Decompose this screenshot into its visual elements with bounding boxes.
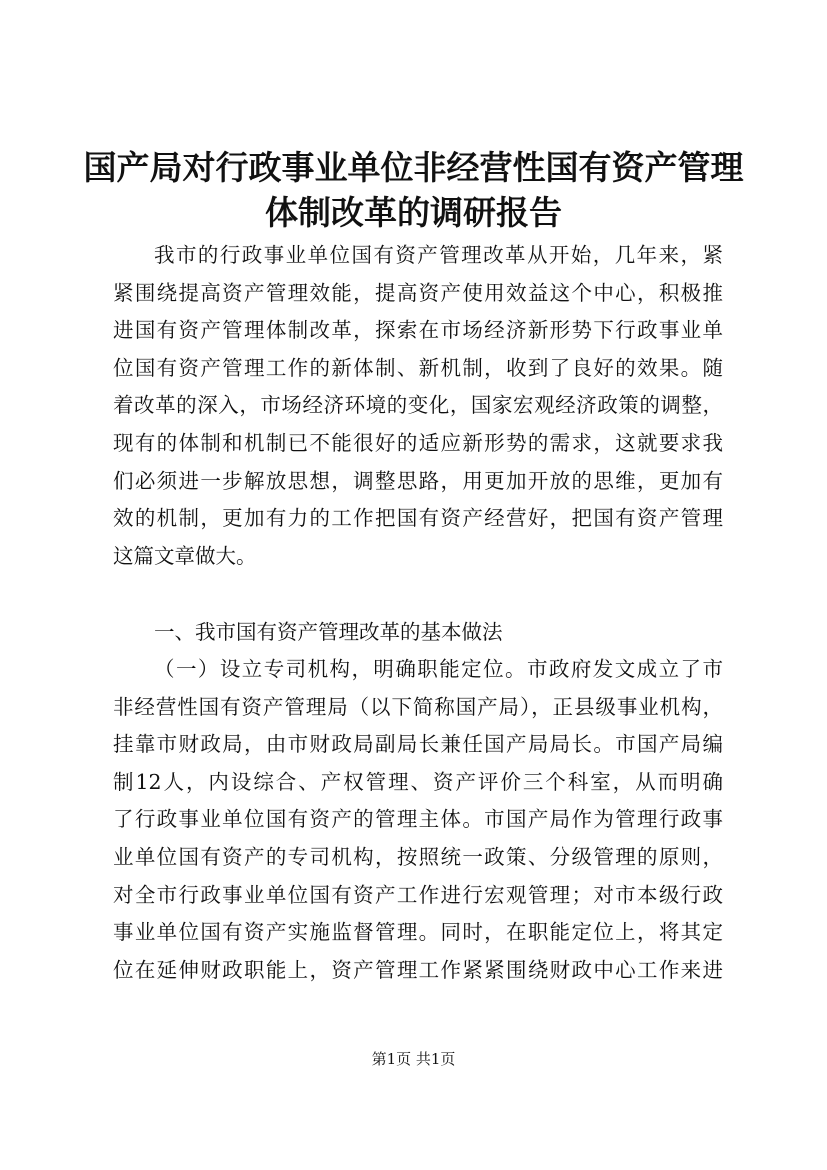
- intro-line: 我市的行政事业单位国有资产管理改革从开始，几年来，紧: [154, 243, 723, 267]
- section-heading: 一、我市国有资产管理改革的基本做法: [154, 620, 503, 644]
- intro-paragraph: [113, 237, 723, 575]
- intro-line: 这篇文章做大。: [113, 543, 257, 568]
- intro-line: 们必须进一步解放思想，调整思路，用更加开放的思维，更加有: [113, 468, 723, 493]
- section-line: 了行政事业单位国有资产的管理主体。市国产局作为管理行政事: [113, 807, 723, 832]
- section-line: （一）设立专司机构，明确职能定位。市政府发文成立了市: [154, 657, 723, 681]
- intro-line: 紧围绕提高资产管理效能，提高资产使用效益这个中心，积极推: [113, 280, 723, 305]
- section-line: 对全市行政事业单位国有资产工作进行宏观管理；对市本级行政: [113, 882, 723, 907]
- section-line: 非经营性国有资产管理局（以下简称国产局），正县级事业机构，: [113, 694, 723, 719]
- document-title-line-2: 体制改革的调研报告: [265, 193, 562, 232]
- section-line: 制12人，内设综合、产权管理、资产评价三个科室，从而明确: [113, 769, 723, 794]
- intro-line: 进国有资产管理体制改革，探索在市场经济新形势下行政事业单: [113, 318, 723, 343]
- intro-line: 现有的体制和机制已不能很好的适应新形势的需求，这就要求我: [113, 430, 723, 455]
- section-line: 位在延伸财政职能上，资产管理工作紧紧围绕财政中心工作来进: [113, 957, 723, 982]
- document-title-line-1: 国产局对行政事业单位非经营性国有资产管理: [83, 148, 744, 187]
- intro-line: 位国有资产管理工作的新体制、新机制，收到了良好的效果。随: [113, 355, 723, 380]
- section-line: 业单位国有资产的专司机构，按照统一政策、分级管理的原则，: [113, 844, 723, 869]
- section-paragraph: [113, 651, 723, 989]
- intro-line: 着改革的深入，市场经济环境的变化，国家宏观经济政策的调整，: [113, 393, 723, 418]
- section-line: 事业单位国有资产实施监督管理。同时，在职能定位上，将其定: [113, 920, 723, 945]
- section-line: 挂靠市财政局，由市财政局副局长兼任国产局局长。市国产局编: [113, 732, 723, 757]
- page-footer: 第1页 共1页: [371, 1050, 456, 1068]
- intro-line: 效的机制，更加有力的工作把国有资产经营好，把国有资产管理: [113, 506, 723, 531]
